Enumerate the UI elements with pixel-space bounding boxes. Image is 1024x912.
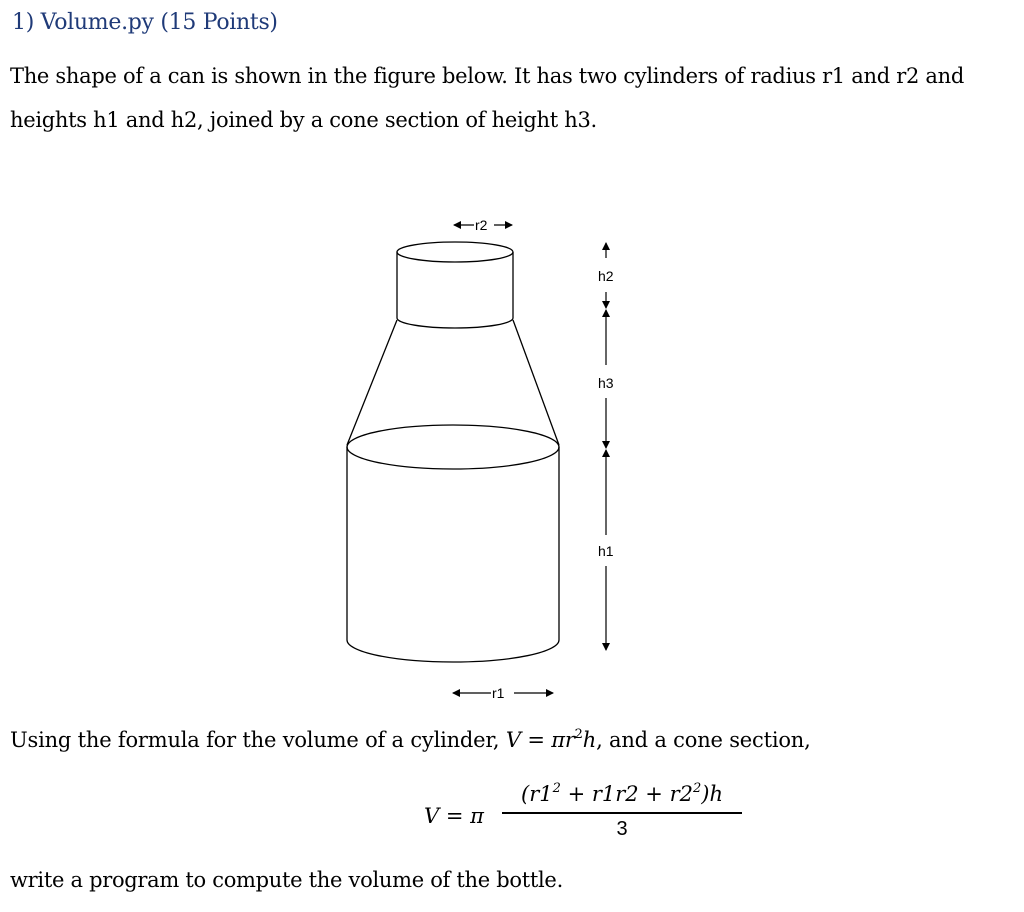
cylinder-equals: = <box>520 728 552 752</box>
cone-formula-fraction <box>502 782 742 841</box>
bottom-cylinder <box>347 425 559 662</box>
r2-label: r2 <box>475 217 488 233</box>
problem-heading: 1) Volume.py (15 Points) <box>12 10 278 35</box>
cone-section <box>347 320 559 445</box>
cone-formula-numerator <box>502 782 742 806</box>
h1-label: h1 <box>598 543 614 559</box>
numerator-exponent-2: 2 <box>692 781 702 796</box>
h2-label: h2 <box>598 268 614 284</box>
closing-instruction: write a program to compute the volume of the bottle. <box>10 868 563 892</box>
numerator-close: )h <box>701 782 723 806</box>
cylinder-formula-sentence <box>10 728 811 752</box>
cone-formula-lhs: V = π <box>424 804 484 828</box>
cylinder-volume-symbol: V <box>505 728 521 752</box>
intro-line-1: The shape of a can is shown in the figure below. It has two cylinders of radius r1 and r2 and <box>10 64 964 88</box>
intro-line-2: heights h1 and h2, joined by a cone section of height h3. <box>10 108 597 132</box>
cone-formula-denominator: 3 <box>616 817 628 840</box>
cylinder-pi-r: πr <box>551 728 575 752</box>
cylinder-exponent: 2 <box>574 727 583 742</box>
using-prefix: Using the formula for the volume of a cylinder, <box>10 728 506 752</box>
numerator-exponent-1: 2 <box>552 781 561 796</box>
top-cylinder <box>397 242 513 328</box>
cylinder-height-symbol: h <box>582 728 597 752</box>
r1-label: r1 <box>492 685 505 701</box>
h3-label: h3 <box>598 375 614 391</box>
using-suffix: , and a cone section, <box>596 728 811 752</box>
numerator-middle: + r1r2 + r2 <box>560 782 693 806</box>
fraction-bar <box>502 812 742 814</box>
numerator-open: (r1 <box>521 782 553 806</box>
